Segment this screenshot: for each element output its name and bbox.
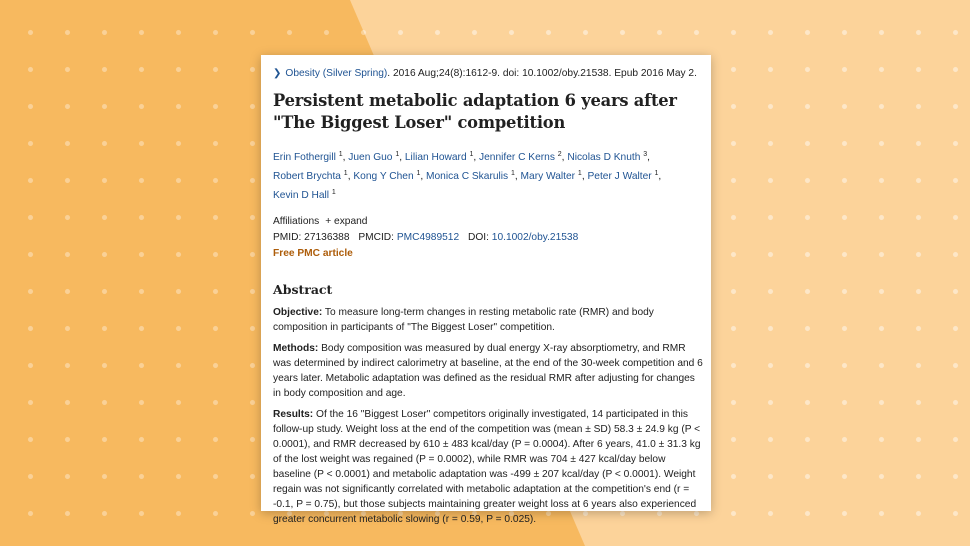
author-link[interactable]: Kong Y Chen $^1$ xyxy=(353,170,421,182)
pmid-label: PMID: xyxy=(273,232,302,243)
journal-link[interactable]: Obesity (Silver Spring) xyxy=(285,68,388,79)
methods-text: Body composition was measured by dual energy X-ray absorptiometry, and RMR was determined by indirect calorimetry at baseline, at the end of the 30-week competition and 6 years later. Metabolic adaptation was defined as the residual RMR after adjusting for changes in body composition and age. xyxy=(273,343,703,399)
affiliations-row xyxy=(273,214,711,229)
affiliations-expand-button[interactable]: + expand xyxy=(325,216,368,227)
article-title: Persistent metabolic adaptation 6 years after "The Biggest Loser" competition xyxy=(273,91,677,132)
results-label: Results: xyxy=(273,409,314,420)
abstract-results xyxy=(273,407,705,527)
abstract-objective xyxy=(273,305,705,335)
author-link[interactable]: Mary Walter $^1$ xyxy=(520,170,582,182)
pmid-value: 27136388 xyxy=(304,232,350,243)
abstract-heading: Abstract xyxy=(273,282,333,297)
citation-line xyxy=(273,66,711,81)
author-link[interactable]: Juen Guo $^1$ xyxy=(348,151,400,163)
abstract-methods xyxy=(273,341,705,401)
pmcid-label: PMCID: xyxy=(358,232,394,243)
objective-label: Objective: xyxy=(273,307,323,318)
objective-text: To measure long-term changes in resting metabolic rate (RMR) and body composition in participants of "The Biggest Loser" competition. xyxy=(273,307,654,333)
citation-details: . 2016 Aug;24(8):1612-9. doi: 10.1002/oby.21538. Epub 2016 May 2. xyxy=(387,68,697,79)
methods-label: Methods: xyxy=(273,343,319,354)
author-link[interactable]: Kevin D Hall $^1$ xyxy=(273,189,336,201)
author-link[interactable]: Erin Fothergill $^1$ xyxy=(273,151,343,163)
article-card xyxy=(261,55,711,525)
doi-label: DOI: xyxy=(467,232,489,243)
doi-link[interactable]: 10.1002/oby.21538 xyxy=(491,232,579,243)
chevron-right-icon: ❯ xyxy=(273,68,282,79)
author-link[interactable]: Jennifer C Kerns $^2$ xyxy=(479,151,562,163)
author-link[interactable]: Monica C Skarulis $^1$ xyxy=(426,170,515,182)
author-link[interactable]: Nicolas D Knuth $^3$ xyxy=(567,151,648,163)
free-pmc-article-link[interactable]: Free PMC article xyxy=(273,248,353,259)
pmcid-link[interactable]: PMC4989512 xyxy=(396,232,460,243)
author-list: Erin Fothergill $^1$, Juen Guo $^1$, Lilian Howard $^1$, Jennifer C Kerns $^2$, Nicolas D Knuth $^3$, Robert Brychta $^1$, Kong Y Chen $^1$, Monica C Skarulis $^1$, Mary Walter $^1$, Peter J Walter $^1$, Kevin D Hall $^1$ xyxy=(273,151,662,201)
author-link[interactable]: Lilian Howard $^1$ xyxy=(404,151,474,163)
author-link[interactable]: Peter J Walter $^1$ xyxy=(587,170,659,182)
identifiers-row xyxy=(273,230,711,245)
results-text: Of the 16 "Biggest Loser" competitors originally investigated, 14 participated in this follow-up study. Weight loss at the end of the competition was (mean ± SD) 58.3 ± 24.9 kg (P < 0.0001), and RMR decreased by 610 ± 483 kcal/day (P = 0.0004). After 6 years, 41.0 ± 31.3 kg of the lost weight was regained (P = 0.0002), while RMR was 704 ± 427 kcal/day below baseline (P < 0.0001) and metabolic adaptation was -499 ± 207 kcal/day (P < 0.0001). Weight regain was not significantly correlated with metabolic adaptation at the competition's end (r = -0.1, P = 0.75), but those subjects maintaining greater weight loss at 6 years also experienced greater concurrent metabolic slowing (r = 0.59, P = 0.025). xyxy=(273,409,701,525)
affiliations-label: Affiliations xyxy=(273,216,320,227)
author-link[interactable]: Robert Brychta $^1$ xyxy=(273,170,348,182)
